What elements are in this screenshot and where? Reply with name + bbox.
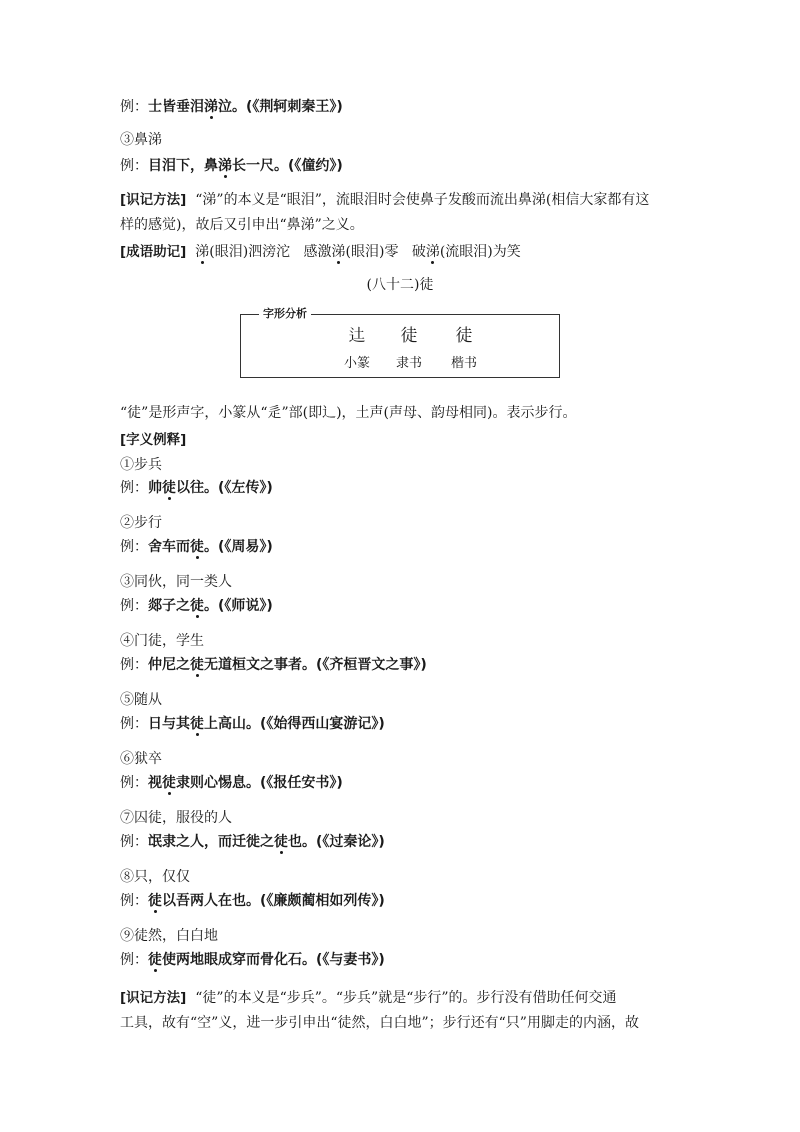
- emphasis-char: 徒: [190, 716, 204, 732]
- memo-paragraph-cont: 样的感觉)，故后又引申出“鼻涕”之义。: [120, 217, 364, 233]
- meaning-label: ③同伙，同一类人: [120, 574, 232, 590]
- emphasis-char: 徒: [274, 834, 288, 850]
- idiom-tag: [成语助记]: [120, 244, 187, 260]
- meaning-label: ④门徒，学生: [120, 633, 204, 649]
- glyph-regular: [434, 325, 494, 373]
- meaning-label: ②步行: [120, 515, 162, 531]
- example-line: 例：视徒隶则心惕息。(《报任安书》): [120, 775, 343, 791]
- meaning-label: ⑤随从: [120, 692, 162, 708]
- example-line: 例：仲尼之徒无道桓文之事者。(《齐桓晋文之事》): [120, 657, 427, 673]
- meaning-label: ⑧只，仅仅: [120, 869, 190, 885]
- emphasis-char: 涕: [195, 244, 210, 260]
- meaning-label: ⑥狱卒: [120, 751, 162, 767]
- emphasis-char: 徒: [148, 893, 162, 909]
- emphasis-char: 徒: [190, 598, 204, 614]
- example-line: 例：徒以吾两人在也。(《廉颇蔺相如列传》): [120, 893, 385, 909]
- emphasis-char: 涕: [425, 244, 440, 260]
- meanings-tag: [字义例释]: [120, 432, 187, 448]
- glyph-script-name: 隶书: [395, 356, 422, 371]
- glyph-clerical: [379, 325, 439, 373]
- example-line: 例：士皆垂泪涕泣。(《荆轲刺秦王》): [120, 99, 343, 115]
- example-line: 例：目泪下，鼻涕长一尺。(《僮约》): [120, 158, 343, 174]
- emphasis-char: 涕: [204, 99, 218, 115]
- emphasis-char: 涕: [218, 158, 232, 174]
- example-line: 例：氓隶之人，而迁徙之徒也。(《过秦论》): [120, 834, 385, 850]
- memo-tag: [识记方法]: [120, 990, 187, 1006]
- emphasis-char: 涕: [331, 244, 346, 260]
- example-line: 例：徒使两地眼成穿而骨化石。(《与妻书》): [120, 952, 385, 968]
- glyph-char: 𨑒: [348, 326, 366, 346]
- emphasis-char: 徒: [190, 657, 204, 673]
- glyph-script-name: 小篆: [343, 356, 370, 371]
- meaning-label: ①步兵: [120, 457, 162, 473]
- memo-paragraph-cont: 工具，故有“空”义，进一步引申出“徒然，白白地”；步行还有“只”用脚走的内涵，故: [120, 1015, 639, 1031]
- meaning-label: ⑨徒然，白白地: [120, 928, 218, 944]
- meaning-label: ③鼻涕: [120, 132, 162, 148]
- intro-text: “徒”是形声字，小篆从“辵”部(即辶)，土声(声母、韵母相同)。表示步行。: [120, 405, 577, 421]
- memo-tag: [识记方法]: [120, 192, 187, 208]
- emphasis-char: 徒: [190, 539, 204, 555]
- emphasis-char: 徒: [162, 775, 176, 791]
- section-title: (八十二)徒: [366, 277, 434, 293]
- glyph-script-name: 楷书: [450, 356, 477, 371]
- glyph-char: 徒: [455, 326, 473, 346]
- memo-paragraph: [识记方法] “徒”的本义是“步兵”。“步兵”就是“步行”的。步行没有借助任何交通: [120, 990, 617, 1006]
- example-line: 例：帅徒以往。(《左传》): [120, 480, 273, 496]
- meaning-label: ⑦囚徒，服役的人: [120, 810, 232, 826]
- emphasis-char: 徒: [148, 952, 162, 968]
- glyph-box-tag: 字形分析: [259, 305, 311, 321]
- example-line: 例：舍车而徒。(《周易》): [120, 539, 273, 555]
- glyph-seal: [327, 325, 387, 373]
- idiom-line: [成语助记] 涕(眼泪)泗滂沱 感激涕(眼泪)零 破涕(流眼泪)为笑: [120, 244, 521, 260]
- glyph-analysis-box: [240, 307, 560, 378]
- emphasis-char: 徒: [162, 480, 176, 496]
- memo-paragraph: [识记方法] “涕”的本义是“眼泪”，流眼泪时会使鼻子发酸而流出鼻涕(相信大家都有这: [120, 192, 650, 208]
- glyph-char: 徒: [400, 326, 418, 346]
- example-line: 例：郯子之徒。(《师说》): [120, 598, 273, 614]
- example-line: 例：日与其徒上高山。(《始得西山宴游记》): [120, 716, 385, 732]
